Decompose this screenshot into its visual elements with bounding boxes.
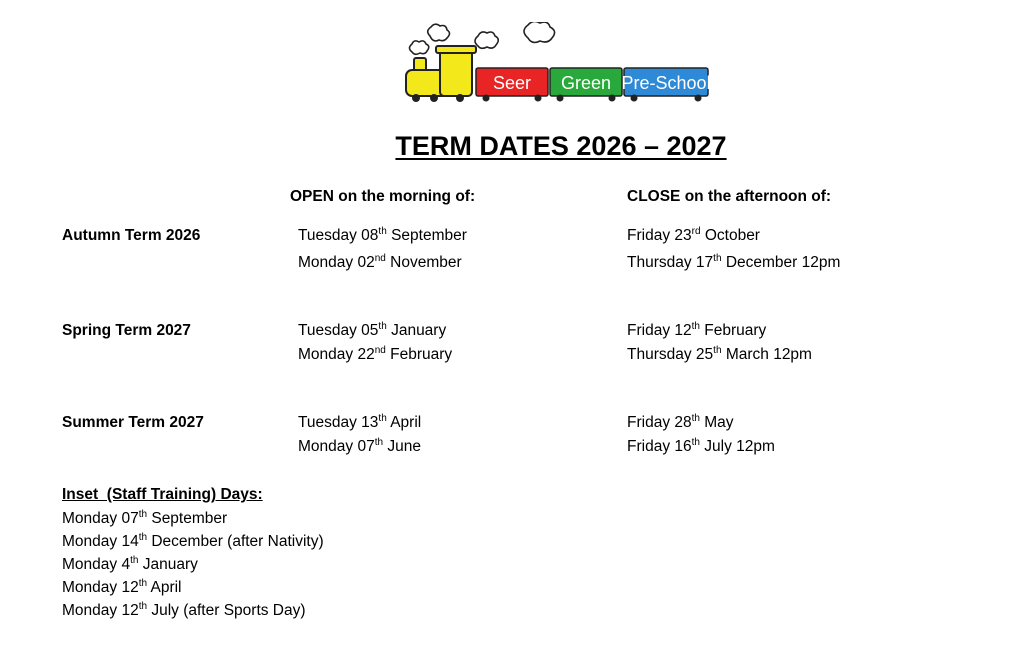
close-date: Thursday 17th December 12pm — [627, 253, 841, 271]
open-date: Tuesday 13th April — [298, 413, 422, 431]
term-label-autumn: Autumn Term 2026 — [62, 227, 201, 244]
close-date: Friday 28th May — [627, 413, 734, 431]
logo-word-green: Green — [560, 73, 612, 93]
open-date: Monday 22nd February — [298, 345, 453, 363]
close-column-heading: CLOSE on the afternoon of: — [627, 188, 832, 205]
open-date: Tuesday 08th September — [298, 226, 467, 244]
open-date: Monday 07th June — [298, 437, 421, 455]
logo-word-seer: Seer — [492, 73, 532, 93]
page-title: TERM DATES 2026 – 2027 — [395, 131, 727, 161]
seer-green-preschool-logo — [400, 22, 712, 104]
inset-days-heading: Inset (Staff Training) Days: — [62, 486, 263, 503]
close-date: Friday 16th July 12pm — [627, 437, 775, 455]
logo-word-preschool: Pre-School — [621, 73, 711, 93]
term-label-summer: Summer Term 2027 — [62, 414, 204, 431]
steam-cloud-icon — [428, 24, 450, 41]
inset-day-item: Monday 07th September — [62, 509, 228, 527]
close-date: Friday 23rd October — [627, 226, 760, 244]
close-date: Friday 12th February — [627, 321, 767, 339]
inset-day-item: Monday 12th April — [62, 578, 182, 596]
open-date: Tuesday 05th January — [298, 321, 447, 339]
steam-cloud-icon — [524, 22, 555, 42]
open-date: Monday 02nd November — [298, 253, 462, 271]
term-label-spring: Spring Term 2027 — [62, 322, 191, 339]
steam-cloud-icon — [410, 41, 429, 54]
inset-day-item: Monday 14th December (after Nativity) — [62, 532, 324, 550]
close-date: Thursday 25th March 12pm — [627, 345, 812, 363]
inset-day-item: Monday 12th July (after Sports Day) — [62, 601, 306, 619]
inset-day-item: Monday 4th January — [62, 555, 198, 573]
steam-cloud-icon — [475, 32, 498, 48]
open-column-heading: OPEN on the morning of: — [290, 188, 476, 205]
